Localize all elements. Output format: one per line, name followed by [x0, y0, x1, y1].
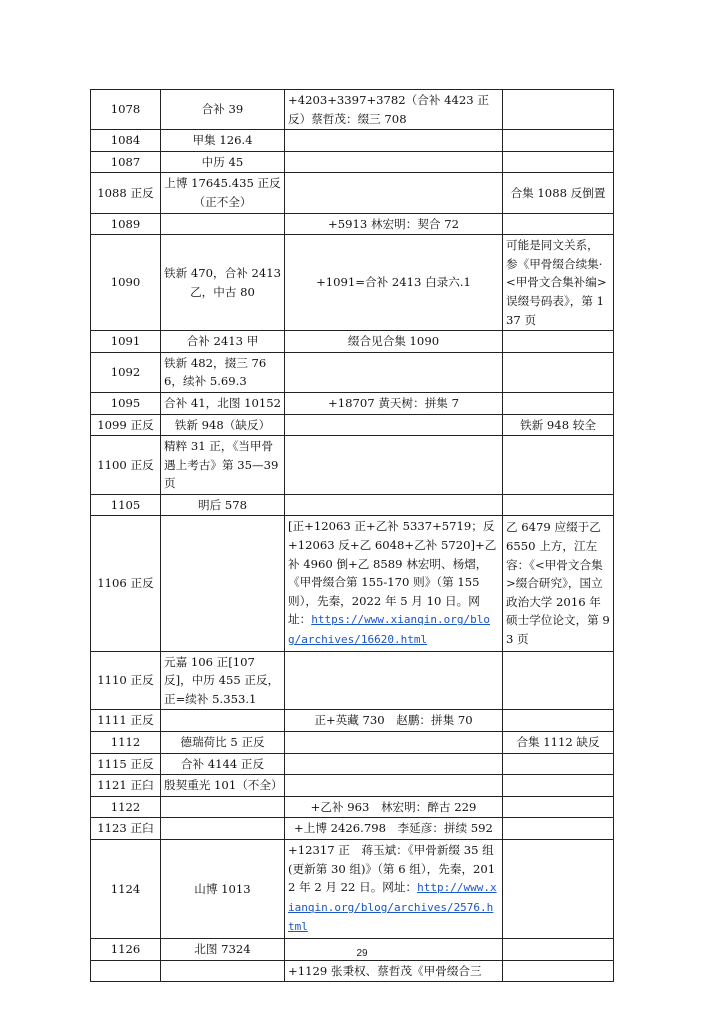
note-cell	[503, 213, 614, 235]
catalog-number-text: 1099 正反	[97, 417, 154, 432]
catalog-number-cell	[91, 516, 161, 651]
source-cell	[161, 173, 285, 213]
archive-link[interactable]: http://www.xianqin.org/blog/archives/2576.html	[288, 881, 497, 934]
join-cell	[285, 130, 503, 152]
archive-link[interactable]: https://www.xianqin.org/blog/archives/16620.html	[288, 613, 491, 647]
join-cell	[285, 436, 503, 495]
catalog-number-text: 1084	[110, 133, 141, 148]
join-text: +上博 2426.798 李延彦：拼续 592	[294, 821, 493, 836]
source-text: 殷契重光 101（不全）	[164, 778, 283, 793]
table-row	[91, 151, 614, 173]
note-text: 铁新 948 较全	[520, 417, 596, 432]
note-cell	[503, 710, 614, 732]
source-text: 合补 4144 正反	[180, 756, 265, 771]
join-text: [正+12063 正+乙补 5337+5719；反+12063 反+乙 6048+乙补 5720]+乙补 4960 倒+乙 8589 林宏明、杨熠，《甲骨缀合第 155-170 则》（第 155 则），先秦，2022 年 5 月 10 日。网址：	[288, 519, 497, 627]
source-text: 甲集 126.4	[192, 133, 253, 148]
catalog-number-text: 1106 正反	[97, 576, 154, 591]
table-row	[91, 235, 614, 331]
source-text: 德瑞荷比 5 正反	[180, 735, 265, 749]
join-cell	[285, 775, 503, 797]
catalog-number-cell	[91, 710, 161, 732]
source-text: 铁新 482，掇三 766，续补 5.69.3	[164, 355, 267, 389]
catalog-number-cell	[91, 960, 161, 982]
note-cell	[503, 753, 614, 775]
source-cell	[161, 90, 285, 130]
source-text: 铁新 948（缺反）	[174, 417, 271, 432]
catalog-number-cell	[91, 130, 161, 152]
catalog-number-cell	[91, 732, 161, 754]
catalog-number-cell	[91, 90, 161, 130]
join-cell	[285, 173, 503, 213]
source-cell	[161, 651, 285, 710]
table-row	[91, 331, 614, 353]
note-text: 可能是同文关系，参《甲骨缀合续集·<甲骨文合集补编>误缀号码表》，第 137 页	[506, 238, 607, 327]
note-cell	[503, 151, 614, 173]
note-cell	[503, 173, 614, 213]
note-cell	[503, 732, 614, 754]
join-cell	[285, 235, 503, 331]
note-text: 乙 6479 应缀于乙 6550 上方，江左容：《<甲骨文合集>缀合研究》，国立政治大学 2016 年硕士学位论文，第 93 页	[506, 520, 610, 647]
catalog-table-body	[91, 90, 614, 982]
source-cell	[161, 796, 285, 818]
join-text: +5913 林宏明：契合 72	[328, 216, 459, 231]
note-cell	[503, 960, 614, 982]
table-row	[91, 753, 614, 775]
catalog-table	[90, 89, 614, 982]
catalog-number-cell	[91, 392, 161, 414]
catalog-number-cell	[91, 414, 161, 436]
catalog-number-text: 1088 正反	[97, 185, 154, 200]
join-cell	[285, 352, 503, 392]
catalog-number-cell	[91, 651, 161, 710]
source-cell	[161, 732, 285, 754]
source-cell	[161, 753, 285, 775]
note-cell	[503, 352, 614, 392]
join-text: 缀合见合集 1090	[347, 334, 440, 349]
catalog-number-cell	[91, 775, 161, 797]
join-cell	[285, 753, 503, 775]
source-text: 合补 41，北图 10152	[164, 395, 281, 410]
join-cell	[285, 818, 503, 840]
catalog-number-text: 1087	[110, 154, 141, 169]
join-cell	[285, 414, 503, 436]
source-cell	[161, 331, 285, 353]
join-cell	[285, 516, 503, 651]
note-text: 合集 1112 缺反	[516, 735, 600, 749]
join-cell	[285, 331, 503, 353]
catalog-number-text: 1115 正反	[97, 756, 154, 771]
source-cell	[161, 130, 285, 152]
note-cell	[503, 796, 614, 818]
join-cell	[285, 213, 503, 235]
catalog-number-text: 1126	[110, 941, 141, 956]
join-text: +1091=合补 2413 白录六.1	[316, 275, 471, 290]
join-text: +1129 张秉权、蔡哲茂《甲骨缀合三	[288, 963, 482, 978]
table-row	[91, 839, 614, 938]
catalog-number-cell	[91, 436, 161, 495]
join-cell	[285, 90, 503, 130]
join-text: +乙补 963 林宏明：醉古 229	[310, 799, 477, 814]
table-row	[91, 516, 614, 651]
catalog-number-text: 1122	[110, 799, 141, 814]
table-row	[91, 732, 614, 754]
table-row	[91, 173, 614, 213]
table-row	[91, 130, 614, 152]
note-cell	[503, 494, 614, 516]
source-text: 精粹 31 正，《当甲骨遇上考古》第 35—39 页	[164, 439, 279, 491]
table-row	[91, 494, 614, 516]
join-text: +18707 黄天树：拼集 7	[328, 395, 459, 410]
source-cell	[161, 151, 285, 173]
source-text: 元嘉 106 正[107 反]，中历 455 正反，正=续补 5.353.1	[164, 654, 280, 706]
catalog-number-cell	[91, 331, 161, 353]
catalog-number-text: 1078	[110, 102, 141, 117]
table-row	[91, 818, 614, 840]
join-cell	[285, 494, 503, 516]
source-cell	[161, 494, 285, 516]
catalog-number-text: 1112	[110, 735, 141, 749]
join-cell	[285, 839, 503, 938]
page-number: 29	[356, 948, 368, 959]
join-cell	[285, 651, 503, 710]
catalog-number-cell	[91, 818, 161, 840]
source-cell	[161, 818, 285, 840]
source-cell	[161, 414, 285, 436]
source-cell	[161, 235, 285, 331]
source-text: 合补 39	[201, 102, 244, 117]
catalog-number-text: 1090	[110, 275, 141, 290]
note-cell	[503, 775, 614, 797]
catalog-number-text: 1089	[110, 216, 141, 231]
note-cell	[503, 818, 614, 840]
source-text: 中历 45	[201, 154, 244, 169]
join-cell	[285, 960, 503, 982]
catalog-number-text: 1100 正反	[97, 457, 154, 472]
source-cell	[161, 960, 285, 982]
table-row	[91, 775, 614, 797]
catalog-number-text: 1111 正反	[97, 713, 154, 728]
catalog-number-cell	[91, 151, 161, 173]
source-text: 上博 17645.435 正反（正不全）	[164, 176, 281, 209]
catalog-number-cell	[91, 352, 161, 392]
source-text: 北图 7324	[194, 941, 251, 956]
table-row	[91, 213, 614, 235]
join-cell	[285, 392, 503, 414]
source-text: 山博 1013	[194, 881, 251, 896]
join-text: 正+英藏 730 赵鹏：拼集 70	[314, 713, 473, 728]
note-cell	[503, 436, 614, 495]
table-row	[91, 796, 614, 818]
catalog-number-text: 1105	[110, 497, 141, 512]
note-cell	[503, 392, 614, 414]
source-cell	[161, 392, 285, 414]
join-cell	[285, 151, 503, 173]
catalog-number-cell	[91, 494, 161, 516]
catalog-number-cell	[91, 796, 161, 818]
join-cell	[285, 796, 503, 818]
source-cell	[161, 213, 285, 235]
join-cell	[285, 710, 503, 732]
note-cell	[503, 651, 614, 710]
source-text: 铁新 470，合补 2413 乙，中古 80	[164, 266, 281, 299]
catalog-number-text: 1095	[110, 395, 141, 410]
note-text: 合集 1088 反倒置	[510, 185, 606, 200]
note-cell	[503, 516, 614, 651]
source-cell	[161, 839, 285, 938]
table-row	[91, 352, 614, 392]
catalog-number-cell	[91, 235, 161, 331]
catalog-number-text: 1091	[110, 334, 141, 349]
source-text: 合补 2413 甲	[186, 334, 259, 349]
source-cell	[161, 352, 285, 392]
table-row	[91, 436, 614, 495]
note-cell	[503, 331, 614, 353]
join-text: +12317 正 蒋玉斌：《甲骨新缀 35 组(更新第 30 组)》（第 6 组），先秦，2012 年 2 月 22 日。网址：	[288, 842, 496, 895]
catalog-number-cell	[91, 753, 161, 775]
table-row	[91, 710, 614, 732]
source-cell	[161, 775, 285, 797]
note-cell	[503, 130, 614, 152]
source-cell	[161, 516, 285, 651]
table-row	[91, 414, 614, 436]
table-row	[91, 651, 614, 710]
note-cell	[503, 839, 614, 938]
catalog-number-text: 1121 正臼	[97, 778, 154, 793]
join-text: +4203+3397+3782（合补 4423 正反）蔡哲茂：缀三 708	[288, 93, 489, 126]
join-cell	[285, 732, 503, 754]
table-row	[91, 392, 614, 414]
table-row	[91, 90, 614, 130]
source-cell	[161, 436, 285, 495]
source-cell	[161, 710, 285, 732]
catalog-number-cell	[91, 213, 161, 235]
table-row	[91, 960, 614, 982]
catalog-number-text: 1110 正反	[97, 673, 154, 688]
catalog-number-text: 1123 正臼	[97, 821, 154, 836]
note-cell	[503, 235, 614, 331]
note-cell	[503, 90, 614, 130]
catalog-number-text: 1124	[110, 881, 141, 896]
catalog-number-cell	[91, 839, 161, 938]
catalog-number-cell	[91, 173, 161, 213]
catalog-number-text: 1092	[110, 365, 141, 380]
source-text: 明后 578	[197, 497, 247, 512]
note-cell	[503, 414, 614, 436]
